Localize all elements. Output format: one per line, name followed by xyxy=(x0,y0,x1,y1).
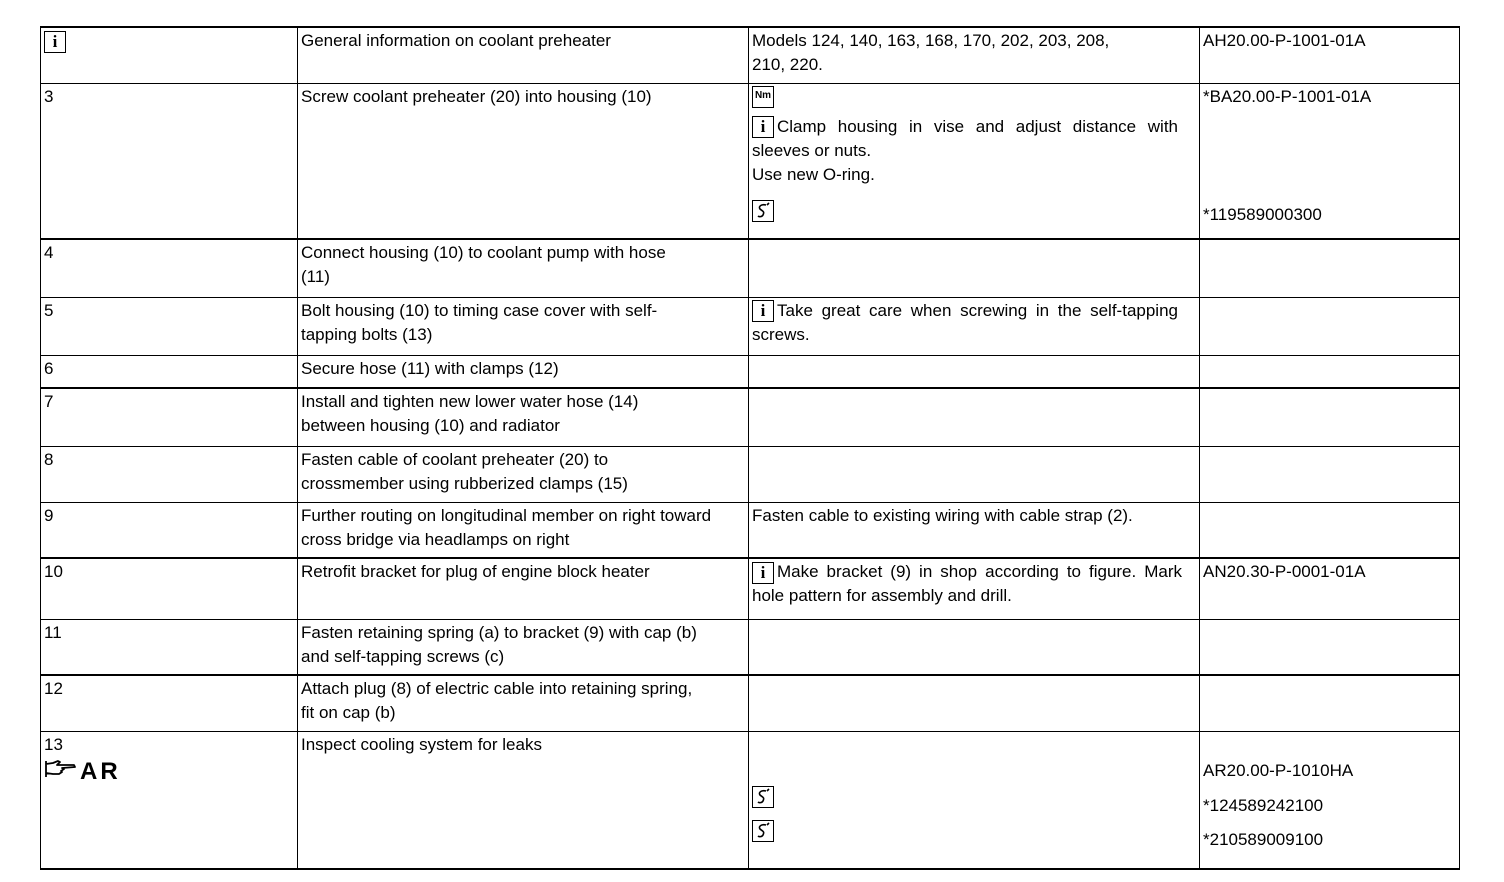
tool-number[interactable]: *119589000300 xyxy=(1203,204,1322,224)
table-row xyxy=(41,297,1460,355)
table-row xyxy=(41,388,1460,446)
step-cell: 5 xyxy=(41,297,298,355)
step-cell: 4 xyxy=(41,239,298,297)
operation-cell: Attach plug (8) of electric cable into retaining spring, fit on cap (b) xyxy=(298,675,749,731)
note-cell xyxy=(749,446,1200,502)
note-text: Make bracket (9) in shop according to figure. Mark hole pattern for assembly and drill. xyxy=(752,562,1182,605)
table-row xyxy=(41,239,1460,297)
reference-cell xyxy=(1200,83,1460,239)
operation-cell: Fasten retaining spring (a) to bracket (9) with cap (b) and self-tapping screws (c) xyxy=(298,619,749,675)
step-cell xyxy=(41,27,298,83)
operation-cell: Screw coolant preheater (20) into housing (10) xyxy=(298,83,749,239)
step-cell xyxy=(41,731,298,869)
note-cell xyxy=(749,619,1200,675)
step-number: 13 xyxy=(44,734,63,754)
operation-cell: Connect housing (10) to coolant pump with hose (11) xyxy=(298,239,749,297)
operation-cell: Inspect cooling system for leaks xyxy=(298,731,749,869)
step-cell: 11 xyxy=(41,619,298,675)
reference-cell xyxy=(1200,388,1460,446)
reference-cell xyxy=(1200,446,1460,502)
table-row xyxy=(41,619,1460,675)
note-cell xyxy=(749,388,1200,446)
operation-cell: Further routing on longitudinal member on right toward cross bridge via headlamps on right xyxy=(298,502,749,558)
note-cell xyxy=(749,355,1200,388)
operation-cell: Retrofit bracket for plug of engine block heater xyxy=(298,558,749,619)
torque-nm-icon: Nm xyxy=(752,86,774,108)
tool-number[interactable]: *210589009100 xyxy=(1203,829,1324,849)
step-cell: 10 xyxy=(41,558,298,619)
info-icon xyxy=(44,31,66,53)
step-cell: 8 xyxy=(41,446,298,502)
operation-cell: Install and tighten new lower water hose (14) between housing (10) and radiator xyxy=(298,388,749,446)
pointing-hand-icon xyxy=(44,759,78,786)
reference-cell xyxy=(1200,731,1460,869)
work-procedure-table xyxy=(40,26,1459,870)
note-text: Use new O-ring. xyxy=(752,164,875,184)
reference-cell[interactable]: AH20.00-P-1001-01A xyxy=(1200,27,1460,83)
info-icon xyxy=(752,562,774,584)
step-cell: 6 xyxy=(41,355,298,388)
note-cell xyxy=(749,27,1200,83)
reference-cell xyxy=(1200,502,1460,558)
special-tool-icon xyxy=(752,200,774,222)
note-text: Take great care when screwing in the self-tapping screws. xyxy=(752,300,1178,344)
reference-cell xyxy=(1200,297,1460,355)
step-cell: 12 xyxy=(41,675,298,731)
special-tool-icon xyxy=(752,820,774,842)
table-row xyxy=(41,83,1460,239)
table-row xyxy=(41,558,1460,619)
note-cell xyxy=(749,239,1200,297)
note-line: 210, 220. xyxy=(752,55,823,74)
reference-cell xyxy=(1200,355,1460,388)
operation-cell: Secure hose (11) with clamps (12) xyxy=(298,355,749,388)
note-text: Clamp housing in vise and adjust distance with sleeves or nuts. xyxy=(752,116,1178,160)
special-tool-icon xyxy=(752,786,774,808)
ar-link-label[interactable]: AR xyxy=(80,758,121,785)
table-row xyxy=(41,675,1460,731)
note-line: Models 124, 140, 163, 168, 170, 202, 203, 208, xyxy=(752,31,1110,50)
operation-cell: Bolt housing (10) to timing case cover with self-tapping bolts (13) xyxy=(298,297,749,355)
reference-link[interactable]: *BA20.00-P-1001-01A xyxy=(1203,86,1372,106)
reference-link[interactable]: AR20.00-P-1010HA xyxy=(1203,760,1354,780)
step-cell: 7 xyxy=(41,388,298,446)
note-cell xyxy=(749,83,1200,239)
note-cell xyxy=(749,297,1200,355)
info-icon xyxy=(752,300,774,322)
table-row xyxy=(41,27,1460,83)
operation-cell: Fasten cable of coolant preheater (20) to crossmember using rubberized clamps (15) xyxy=(298,446,749,502)
reference-cell xyxy=(1200,239,1460,297)
step-cell: 3 xyxy=(41,83,298,239)
note-cell: Fasten cable to existing wiring with cable strap (2). xyxy=(749,502,1200,558)
note-cell xyxy=(749,558,1200,619)
reference-cell xyxy=(1200,675,1460,731)
reference-cell[interactable]: AN20.30-P-0001-01A xyxy=(1200,558,1460,619)
table-row xyxy=(41,446,1460,502)
step-cell: 9 xyxy=(41,502,298,558)
note-cell xyxy=(749,731,1200,869)
reference-cell xyxy=(1200,619,1460,675)
operation-cell: General information on coolant preheater xyxy=(298,27,749,83)
table-row xyxy=(41,355,1460,388)
info-icon xyxy=(752,116,774,138)
tool-number[interactable]: *124589242100 xyxy=(1203,795,1324,815)
table-row xyxy=(41,502,1460,558)
table-row xyxy=(41,731,1460,869)
note-cell xyxy=(749,675,1200,731)
